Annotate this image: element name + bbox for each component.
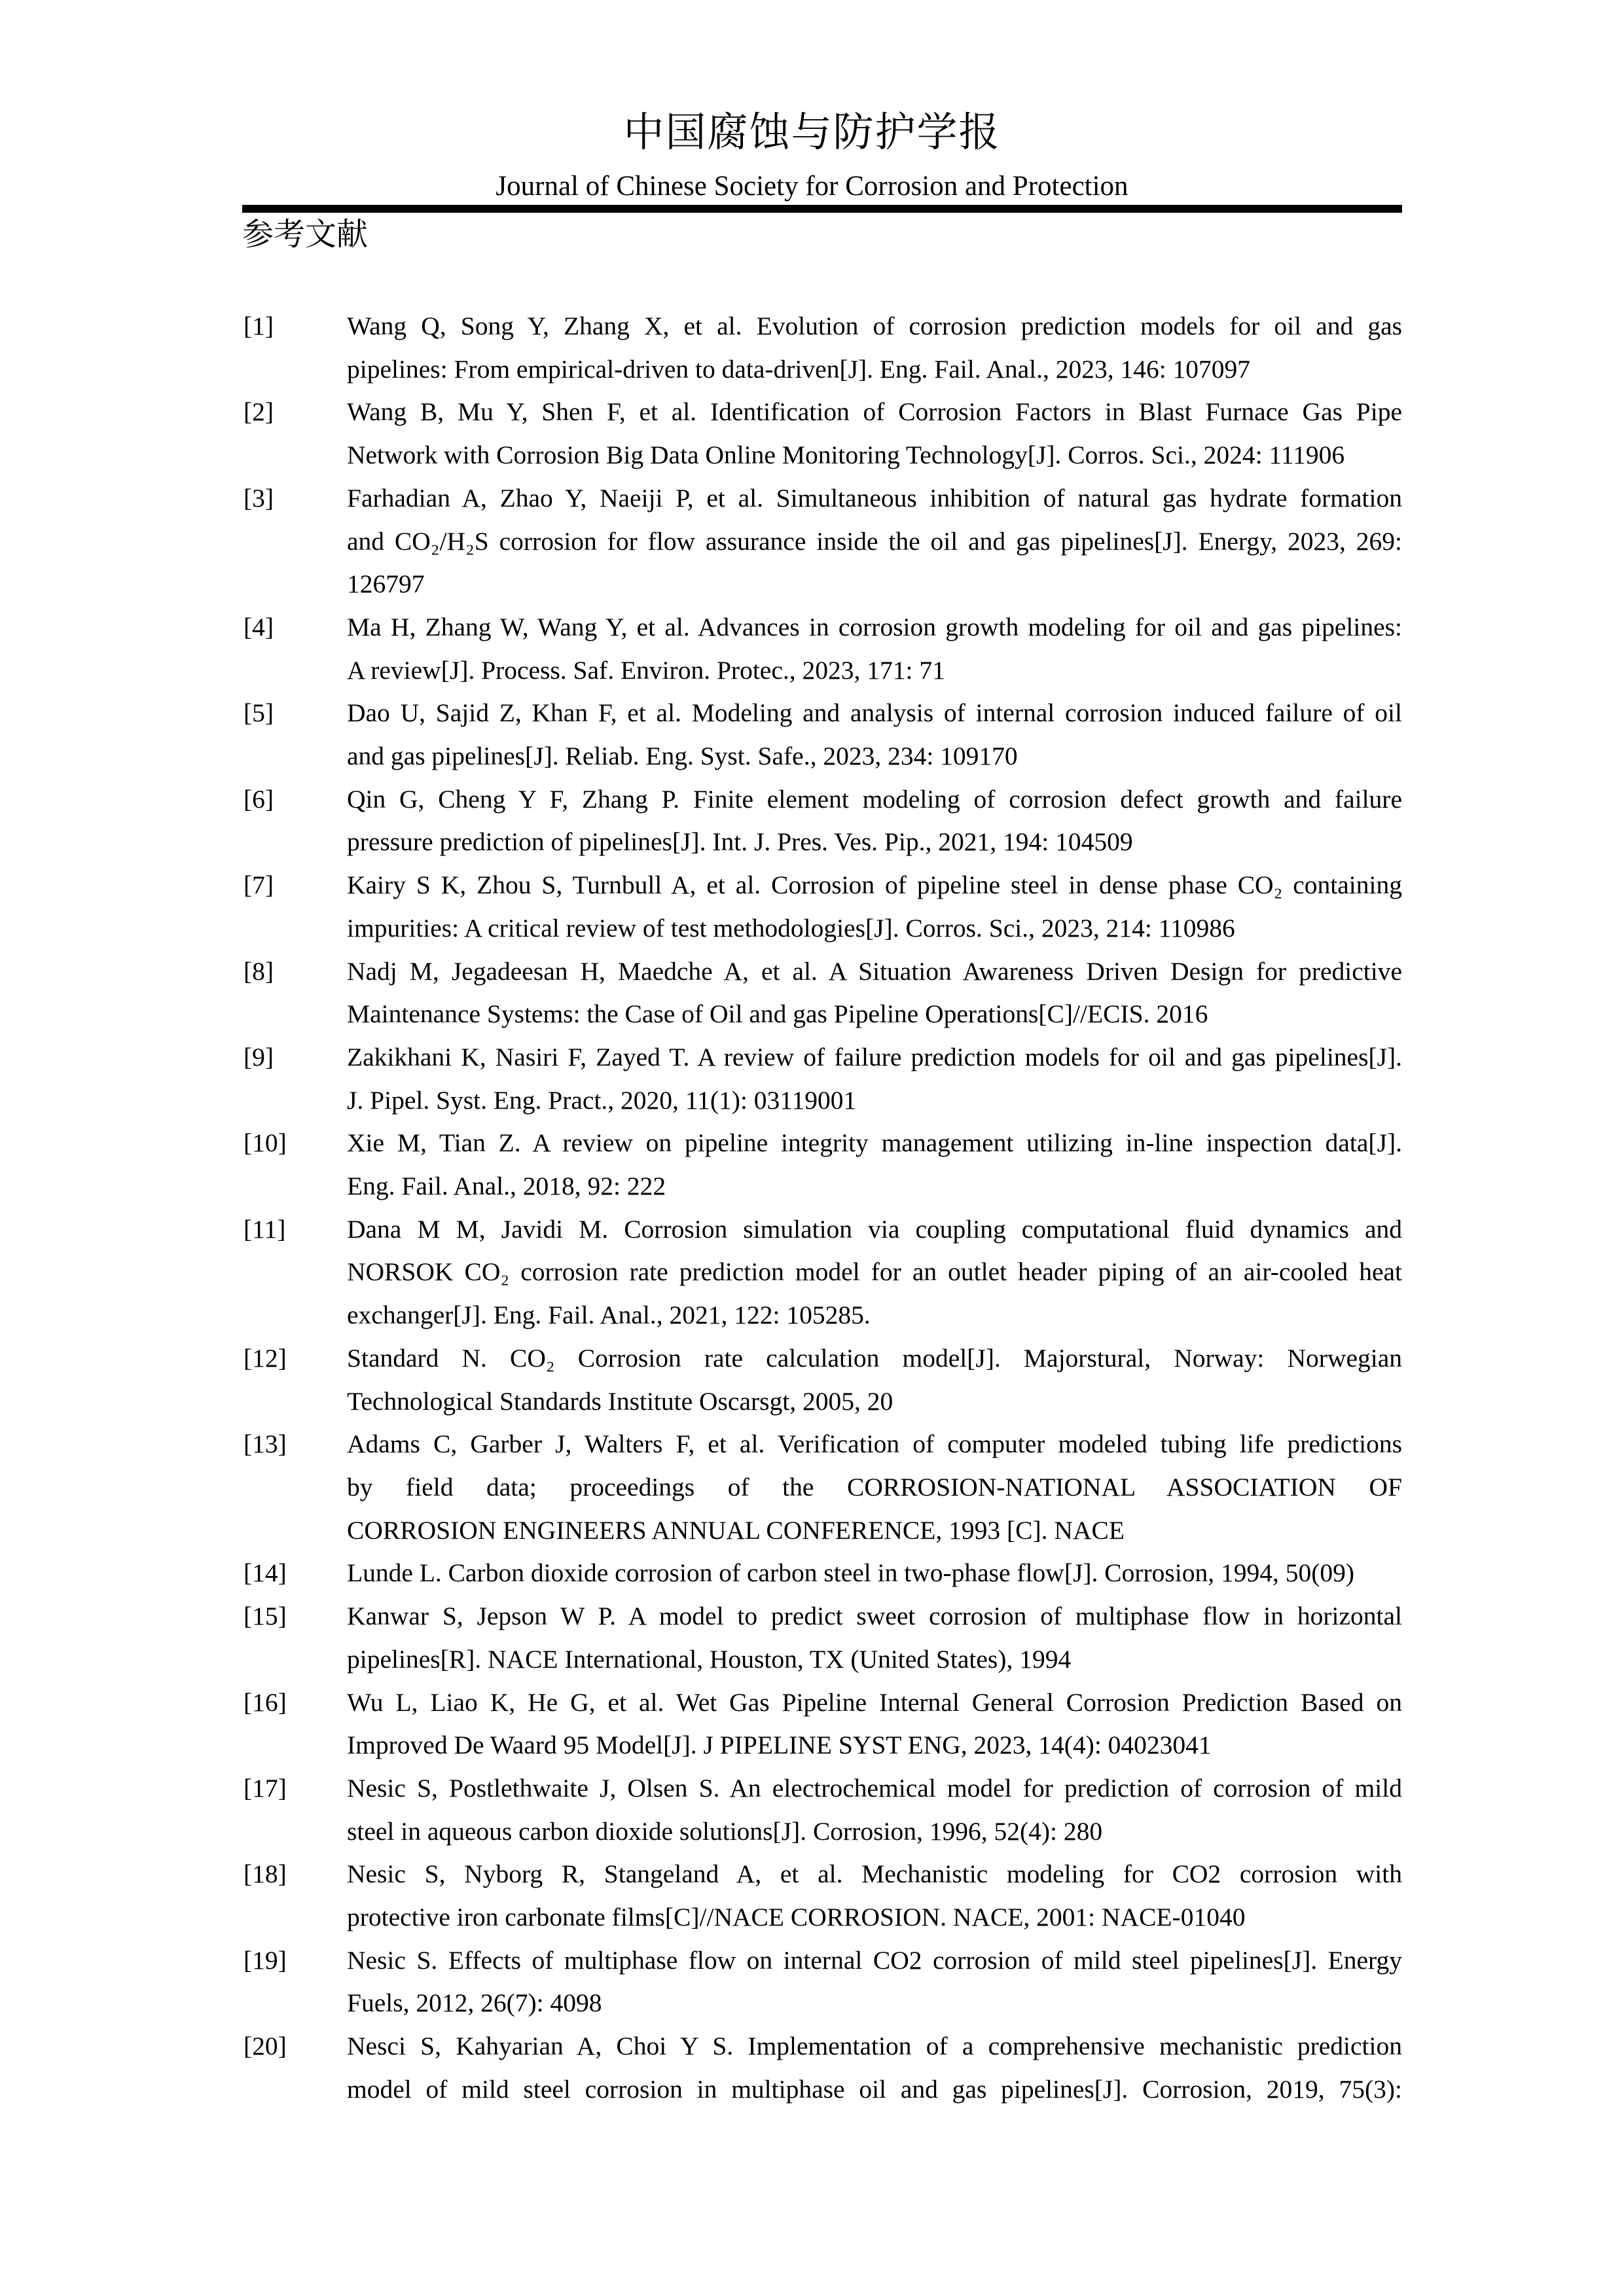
reference-line: exchanger[J]. Eng. Fail. Anal., 2021, 122: 105285. (347, 1300, 871, 1330)
reference-line: Wang B, Mu Y, Shen F, et al. Identification of Corrosion Factors in Blast Furnace Gas Pipe (347, 397, 1402, 427)
reference-number: [2] (244, 397, 274, 427)
reference-line: Xie M, Tian Z. A review on pipeline integrity management utilizing in-line inspection data[J]. (347, 1128, 1402, 1158)
reference-line: Adams C, Garber J, Walters F, et al. Verification of computer modeled tubing life predictions (347, 1429, 1402, 1459)
reference-line: Ma H, Zhang W, Wang Y, et al. Advances in corrosion growth modeling for oil and gas pipelines: (347, 612, 1402, 641)
reference-line: Lunde L. Carbon dioxide corrosion of carbon steel in two-phase flow[J]. Corrosion, 1994, 50(09) (347, 1558, 1355, 1588)
reference-line: protective iron carbonate films[C]//NACE CORROSION. NACE, 2001: NACE-01040 (347, 1903, 1246, 1932)
reference-number: [17] (244, 1773, 287, 1803)
reference-line: Nesic S, Postlethwaite J, Olsen S. An electrochemical model for prediction of corrosion of mild (347, 1773, 1402, 1803)
reference-number: [1] (244, 312, 274, 340)
reference-item (242, 2025, 1402, 2111)
reference-line: Nesic S, Nyborg R, Stangeland A, et al. Mechanistic modeling for CO2 corrosion with (347, 1859, 1402, 1889)
header-rule (242, 205, 1402, 213)
reference-line: J. Pipel. Syst. Eng. Pract., 2020, 11(1): 03119001 (347, 1085, 857, 1115)
reference-line: Dana M M, Javidi M. Corrosion simulation via coupling computational fluid dynamics and (347, 1214, 1402, 1244)
reference-line: pipelines[R]. NACE International, Houston, TX (United States), 1994 (347, 1644, 1072, 1674)
reference-number: [20] (244, 2032, 287, 2061)
reference-line: Dao U, Sajid Z, Khan F, et al. Modeling and analysis of internal corrosion induced failure of oil (347, 698, 1402, 728)
section-heading-references: 参考文献 (242, 217, 369, 252)
reference-item (242, 477, 1402, 606)
reference-line: Network with Corrosion Big Data Online Monitoring Technology[J]. Corros. Sci., 2024: 111906 (347, 440, 1345, 470)
reference-item (242, 778, 1402, 864)
reference-line: Nesic S. Effects of multiphase flow on internal CO2 corrosion of mild steel pipelines[J]. Energy (347, 1945, 1402, 1975)
reference-line: model of mild steel corrosion in multiphase oil and gas pipelines[J]. Corrosion, 2019, 75(3): (347, 2074, 1402, 2104)
reference-item (242, 1681, 1402, 1767)
reference-line: Standard N. CO₂ Corrosion rate calculation model[J]. Majorstural, Norway: Norwegian (347, 1343, 1402, 1372)
journal-title-english: Journal of Chinese Society for Corrosion and Protection (496, 171, 1128, 202)
reference-item (242, 864, 1402, 950)
reference-number: [5] (244, 698, 274, 728)
reference-item (242, 1337, 1402, 1423)
reference-item (242, 1423, 1402, 1552)
reference-line: Wu L, Liao K, He G, et al. Wet Gas Pipeline Internal General Corrosion Prediction Based on (347, 1687, 1402, 1717)
reference-number: [7] (244, 870, 274, 900)
reference-line: Improved De Waard 95 Model[J]. J PIPELINE SYST ENG, 2023, 14(4): 04023041 (347, 1731, 1212, 1760)
reference-line: Farhadian A, Zhao Y, Naeiji P, et al. Simultaneous inhibition of natural gas hydrate formation (347, 483, 1402, 512)
reference-line: Nesci S, Kahyarian A, Choi Y S. Implementation of a comprehensive mechanistic prediction (347, 2032, 1402, 2061)
reference-number: [18] (244, 1859, 287, 1889)
reference-number: [11] (244, 1214, 286, 1244)
reference-line: Nadj M, Jegadeesan H, Maedche A, et al. A Situation Awareness Driven Design for predictive (347, 956, 1402, 986)
reference-item (242, 606, 1402, 692)
reference-line: impurities: A critical review of test methodologies[J]. Corros. Sci., 2023, 214: 110986 (347, 913, 1235, 942)
reference-line: Zakikhani K, Nasiri F, Zayed T. A review of failure prediction models for oil and gas pipelines[J]. (347, 1042, 1402, 1071)
journal-title-chinese: 中国腐蚀与防护学报 (623, 111, 1001, 155)
reference-line: Eng. Fail. Anal., 2018, 92: 222 (347, 1172, 666, 1201)
reference-item (242, 1122, 1402, 1208)
reference-line: A review[J]. Process. Saf. Environ. Protec., 2023, 171: 71 (347, 655, 945, 685)
reference-item (242, 1767, 1402, 1853)
reference-line: and CO₂/H₂S corrosion for flow assurance inside the oil and gas pipelines[J]. Energy, 2023, 269: (347, 526, 1402, 556)
reference-number: [9] (244, 1042, 274, 1071)
reference-number: [13] (244, 1429, 287, 1459)
reference-line: Qin G, Cheng Y F, Zhang P. Finite element modeling of corrosion defect growth and failure (347, 784, 1402, 814)
reference-number: [8] (244, 956, 274, 986)
reference-number: [10] (244, 1128, 287, 1158)
reference-number: [12] (244, 1343, 287, 1372)
reference-number: [19] (244, 1945, 287, 1975)
reference-item (242, 1208, 1402, 1337)
reference-item (242, 305, 1402, 391)
reference-item (242, 1939, 1402, 2025)
reference-line: CORROSION ENGINEERS ANNUAL CONFERENCE, 1993 [C]. NACE (347, 1515, 1125, 1545)
reference-line: Maintenance Systems: the Case of Oil and gas Pipeline Operations[C]//ECIS. 2016 (347, 999, 1208, 1029)
reference-number: [14] (244, 1558, 287, 1588)
reference-item (242, 1552, 1402, 1595)
reference-line: Technological Standards Institute Oscarsgt, 2005, 20 (347, 1386, 893, 1416)
reference-item (242, 1853, 1402, 1939)
reference-number: [4] (244, 612, 274, 641)
references-list (242, 305, 1402, 2111)
reference-line: and gas pipelines[J]. Reliab. Eng. Syst. Safe., 2023, 234: 109170 (347, 742, 1018, 771)
reference-number: [3] (244, 483, 274, 512)
reference-line: Kanwar S, Jepson W P. A model to predict sweet corrosion of multiphase flow in horizontal (347, 1602, 1402, 1631)
reference-number: [16] (244, 1687, 287, 1717)
reference-item (242, 1595, 1402, 1681)
reference-line: NORSOK CO₂ corrosion rate prediction model for an outlet header piping of an air-cooled heat (347, 1257, 1402, 1287)
reference-item (242, 692, 1402, 778)
reference-number: [6] (244, 784, 274, 814)
reference-line: pressure prediction of pipelines[J]. Int. J. Pres. Ves. Pip., 2021, 194: 104509 (347, 827, 1133, 857)
reference-line: Fuels, 2012, 26(7): 4098 (347, 1988, 602, 2018)
reference-line: Wang Q, Song Y, Zhang X, et al. Evolution of corrosion prediction models for oil and gas (347, 312, 1402, 340)
reference-line: 126797 (347, 569, 425, 599)
reference-line: steel in aqueous carbon dioxide solutions[J]. Corrosion, 1996, 52(4): 280 (347, 1816, 1103, 1846)
reference-item (242, 391, 1402, 476)
reference-item (242, 950, 1402, 1036)
reference-line: Kairy S K, Zhou S, Turnbull A, et al. Corrosion of pipeline steel in dense phase CO₂ containing (347, 870, 1402, 900)
reference-number: [15] (244, 1602, 287, 1631)
reference-line: pipelines: From empirical-driven to data-driven[J]. Eng. Fail. Anal., 2023, 146: 107097 (347, 354, 1251, 384)
reference-item (242, 1036, 1402, 1122)
reference-line: by field data; proceedings of the CORROSION-NATIONAL ASSOCIATION OF (347, 1472, 1402, 1501)
